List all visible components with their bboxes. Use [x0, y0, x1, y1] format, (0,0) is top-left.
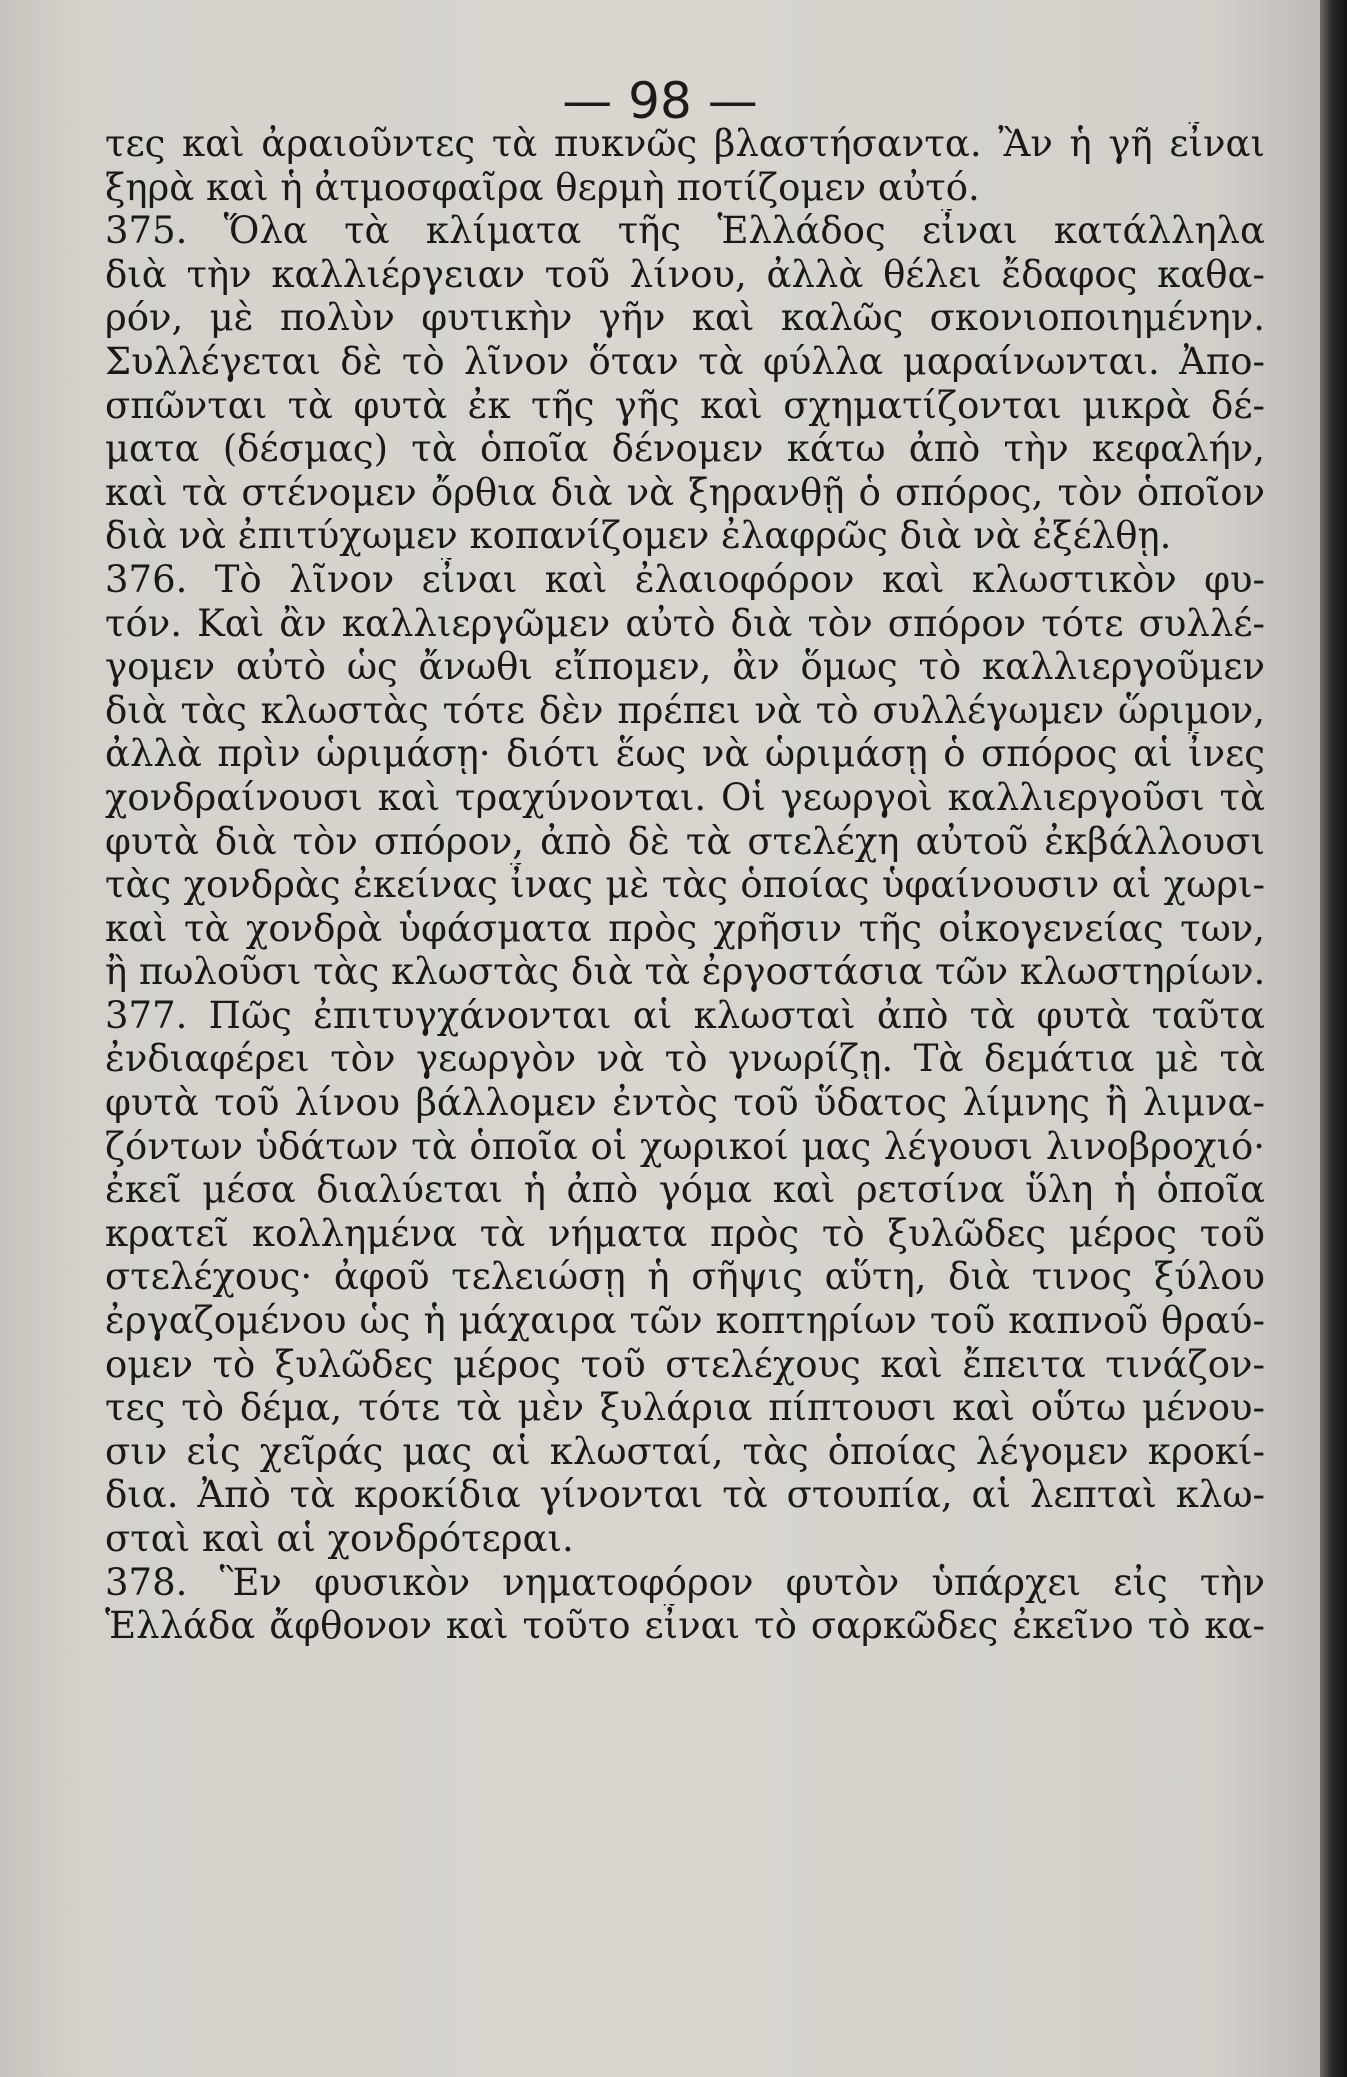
text-line: ομεν τὸ ξυλῶδες μέρος τοῦ στελέχους καὶ ἔπειτα τινάζον- [105, 1342, 1265, 1386]
text-line: κρατεῖ κολλημένα τὰ νήματα πρὸς τὸ ξυλῶδες μέρος τοῦ [105, 1211, 1265, 1255]
body-text [105, 122, 1265, 1648]
text-line: δια. Ἀπὸ τὰ κροκίδια γίνονται τὰ στουπία, αἱ λεπταὶ κλω- [105, 1473, 1265, 1517]
text-line: ρόν, μὲ πολὺν φυτικὴν γῆν καὶ καλῶς σκονιοποιημένην. [105, 296, 1265, 340]
text-line: 375. Ὅλα τὰ κλίματα τῆς Ἑλλάδος εἶναι κατάλληλα [105, 209, 1265, 253]
text-line: τες τὸ δέμα, τότε τὰ μὲν ξυλάρια πίπτουσι καὶ οὕτω μένου- [105, 1386, 1265, 1430]
text-line: ἐργαζομένου ὡς ἡ μάχαιρα τῶν κοπτηρίων τοῦ καπνοῦ θραύ- [105, 1299, 1265, 1343]
text-line: γομεν αὐτὸ ὡς ἄνωθι εἴπομεν, ἂν ὅμως τὸ καλλιεργοῦμεν [105, 645, 1265, 689]
text-line: ἀλλὰ πρὶν ὡριμάσῃ· διότι ἕως νὰ ὡριμάσῃ ὁ σπόρος αἱ ἶνες [105, 732, 1265, 776]
text-line: διὰ νὰ ἐπιτύχωμεν κοπανίζομεν ἐλαφρῶς διὰ νὰ ἐξέλθῃ. [105, 514, 1172, 558]
text-line: ἐνδιαφέρει τὸν γεωργὸν νὰ τὸ γνωρίζῃ. Τὰ δεμάτια μὲ τὰ [105, 1037, 1265, 1081]
text-line: διὰ τὴν καλλιέργειαν τοῦ λίνου, ἀλλὰ θέλει ἔδαφος καθα- [105, 252, 1265, 296]
text-line: 377. Πῶς ἐπιτυγχάνονται αἱ κλωσταὶ ἀπὸ τὰ φυτὰ ταῦτα [105, 993, 1265, 1037]
text-line: σιν εἰς χεῖράς μας αἱ κλωσταί, τὰς ὁποίας λέγομεν κροκί- [105, 1429, 1265, 1473]
page-number: — 98 — [562, 72, 758, 130]
text-line: ζόντων ὑδάτων τὰ ὁποῖα οἱ χωρικοί μας λέγουσι λινοβροχιό· [105, 1124, 1265, 1168]
text-line: καὶ τὰ στένομεν ὄρθια διὰ νὰ ξηρανθῇ ὁ σπόρος, τὸν ὁποῖον [105, 470, 1265, 514]
text-line: τὰς χονδρὰς ἐκείνας ἶνας μὲ τὰς ὁποίας ὑφαίνουσιν αἱ χωρι- [105, 863, 1265, 907]
text-line: τόν. Καὶ ἂν καλλιεργῶμεν αὐτὸ διὰ τὸν σπόρον τότε συλλέ- [105, 601, 1265, 645]
text-line: φυτὰ διὰ τὸν σπόρον, ἀπὸ δὲ τὰ στελέχη αὐτοῦ ἐκβάλλουσι [105, 819, 1265, 863]
text-line: ξηρὰ καὶ ἡ ἀτμοσφαῖρα θερμὴ ποτίζομεν αὐτό. [105, 165, 980, 209]
text-line: σταὶ καὶ αἱ χονδρότεραι. [105, 1517, 574, 1560]
text-line: στελέχους· ἀφοῦ τελειώσῃ ἡ σῆψις αὕτη, διὰ τινος ξύλου [105, 1255, 1265, 1299]
text-line: ἢ πωλοῦσι τὰς κλωστὰς διὰ τὰ ἐργοστάσια τῶν κλωστηρίων. [105, 950, 1265, 994]
text-line: καὶ τὰ χονδρὰ ὑφάσματα πρὸς χρῆσιν τῆς οἰκογενείας των, [105, 906, 1265, 950]
text-line: 376. Τὸ λῖνον εἶναι καὶ ἐλαιοφόρον καὶ κλωστικὸν φυ- [105, 557, 1265, 601]
text-line: διὰ τὰς κλωστὰς τότε δὲν πρέπει νὰ τὸ συλλέγωμεν ὥριμον, [105, 688, 1265, 732]
text-line: τες καὶ ἀραιοῦντες τὰ πυκνῶς βλαστήσαντα. Ἂν ἡ γῆ εἶναι [105, 122, 1265, 165]
text-line: χονδραίνουσι καὶ τραχύνονται. Οἱ γεωργοὶ καλλιεργοῦσι τὰ [105, 775, 1265, 819]
text-line: 378. Ἓν φυσικὸν νηματοφόρον φυτὸν ὑπάρχει εἰς τὴν [105, 1560, 1265, 1604]
book-spine [1320, 0, 1347, 2077]
text-line: ματα (δέσμας) τὰ ὁποῖα δένομεν κάτω ἀπὸ τὴν κεφαλήν, [105, 427, 1265, 471]
text-line: Συλλέγεται δὲ τὸ λῖνον ὅταν τὰ φύλλα μαραίνωνται. Ἀπο- [105, 339, 1265, 383]
text-line: σπῶνται τὰ φυτὰ ἐκ τῆς γῆς καὶ σχηματίζονται μικρὰ δέ- [105, 383, 1265, 427]
text-line: Ἑλλάδα ἄφθονον καὶ τοῦτο εἶναι τὸ σαρκῶδες ἐκεῖνο τὸ κα- [105, 1604, 1265, 1648]
text-line: ἐκεῖ μέσα διαλύεται ἡ ἀπὸ γόμα καὶ ρετσίνα ὕλη ἡ ὁποῖα [105, 1168, 1265, 1212]
text-line: φυτὰ τοῦ λίνου βάλλομεν ἐντὸς τοῦ ὕδατος λίμνης ἢ λιμνα- [105, 1081, 1265, 1125]
